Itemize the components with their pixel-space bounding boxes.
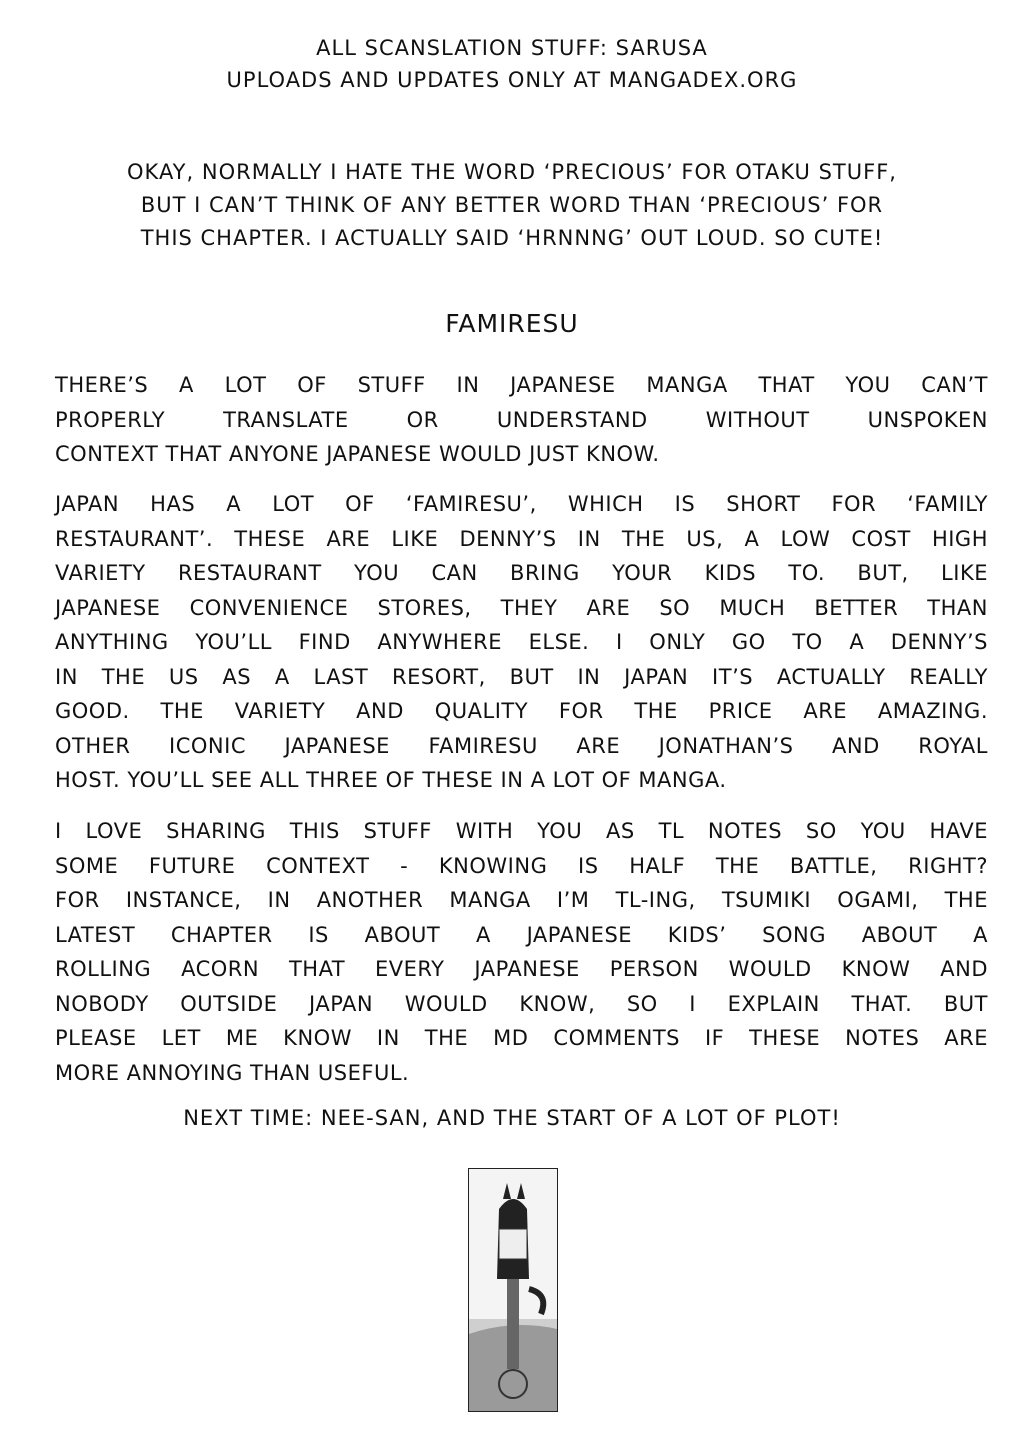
paragraph-context [55, 368, 988, 472]
paragraph-line: SOME FUTURE CONTEXT - KNOWING IS HALF THE BATTLE, RIGHT? [55, 853, 988, 878]
next-time: NEXT TIME: NEE-SAN, AND THE START OF A LOT OF PLOT! [183, 1106, 841, 1130]
paragraph-line: RESTAURANT’. THESE ARE LIKE DENNY’S IN THE US, A LOW COST HIGH [55, 526, 988, 551]
paragraph-line: HOST. YOU’LL SEE ALL THREE OF THESE IN A LOT OF MANGA. [55, 768, 727, 792]
paragraph-line: FOR INSTANCE, IN ANOTHER MANGA I’M TL-ING, TSUMIKI OGAMI, THE [55, 888, 988, 912]
paragraph-line: ANYTHING YOU’LL FIND ANYWHERE ELSE. I ONLY GO TO A DENNY’S [55, 630, 988, 654]
paragraph-line: LATEST CHAPTER IS ABOUT A JAPANESE KIDS’ SONG ABOUT A [55, 922, 988, 947]
section-title: FAMIRESU [445, 309, 579, 338]
paragraph-tl-notes [55, 814, 988, 1090]
paragraph-line: OTHER ICONIC JAPANESE FAMIRESU ARE JONATHAN’S AND ROYAL [55, 733, 988, 758]
paragraph-line: VARIETY RESTAURANT YOU CAN BRING YOUR KIDS TO. BUT, LIKE [55, 561, 988, 585]
paragraph-line: PLEASE LET ME KNOW IN THE MD COMMENTS IF THESE NOTES ARE [55, 1026, 988, 1050]
paragraph-line: ROLLING ACORN THAT EVERY JAPANESE PERSON WOULD KNOW AND [55, 957, 988, 981]
paragraph-line: THERE’S A LOT OF STUFF IN JAPANESE MANGA THAT YOU CAN’T [55, 373, 988, 397]
credits-line-2: UPLOADS AND UPDATES ONLY AT MANGADEX.ORG [226, 68, 798, 92]
paragraph-line: MORE ANNOYING THAN USEFUL. [55, 1060, 410, 1085]
intro-line: OKAY, NORMALLY I HATE THE WORD ‘PRECIOUS’ FOR OTAKU STUFF, [127, 160, 897, 184]
paragraph-famiresu [55, 487, 988, 798]
paragraph-line: I LOVE SHARING THIS STUFF WITH YOU AS TL NOTES SO YOU HAVE [55, 819, 988, 843]
manga-panel-image [468, 1168, 558, 1412]
credits-line-1: ALL SCANSLATION STUFF: SARUSA [316, 36, 708, 60]
paragraph-line: NOBODY OUTSIDE JAPAN WOULD KNOW, SO I EXPLAIN THAT. BUT [55, 991, 988, 1016]
paragraph-line: CONTEXT THAT ANYONE JAPANESE WOULD JUST KNOW. [55, 442, 660, 466]
paragraph-line: JAPAN HAS A LOT OF ‘FAMIRESU’, WHICH IS SHORT FOR ‘FAMILY [55, 492, 988, 516]
paragraph-line: JAPANESE CONVENIENCE STORES, THEY ARE SO MUCH BETTER THAN [55, 595, 988, 620]
paragraph-line: IN THE US AS A LAST RESORT, BUT IN JAPAN IT’S ACTUALLY REALLY [55, 664, 988, 689]
paragraph-line: PROPERLY TRANSLATE OR UNDERSTAND WITHOUT UNSPOKEN [55, 407, 988, 432]
intro-line: THIS CHAPTER. I ACTUALLY SAID ‘HRNNNG’ OUT LOUD. SO CUTE! [140, 226, 884, 250]
intro-line: BUT I CAN’T THINK OF ANY BETTER WORD THAN ‘PRECIOUS’ FOR [140, 193, 884, 217]
paragraph-line: GOOD. THE VARIETY AND QUALITY FOR THE PRICE ARE AMAZING. [55, 699, 988, 723]
